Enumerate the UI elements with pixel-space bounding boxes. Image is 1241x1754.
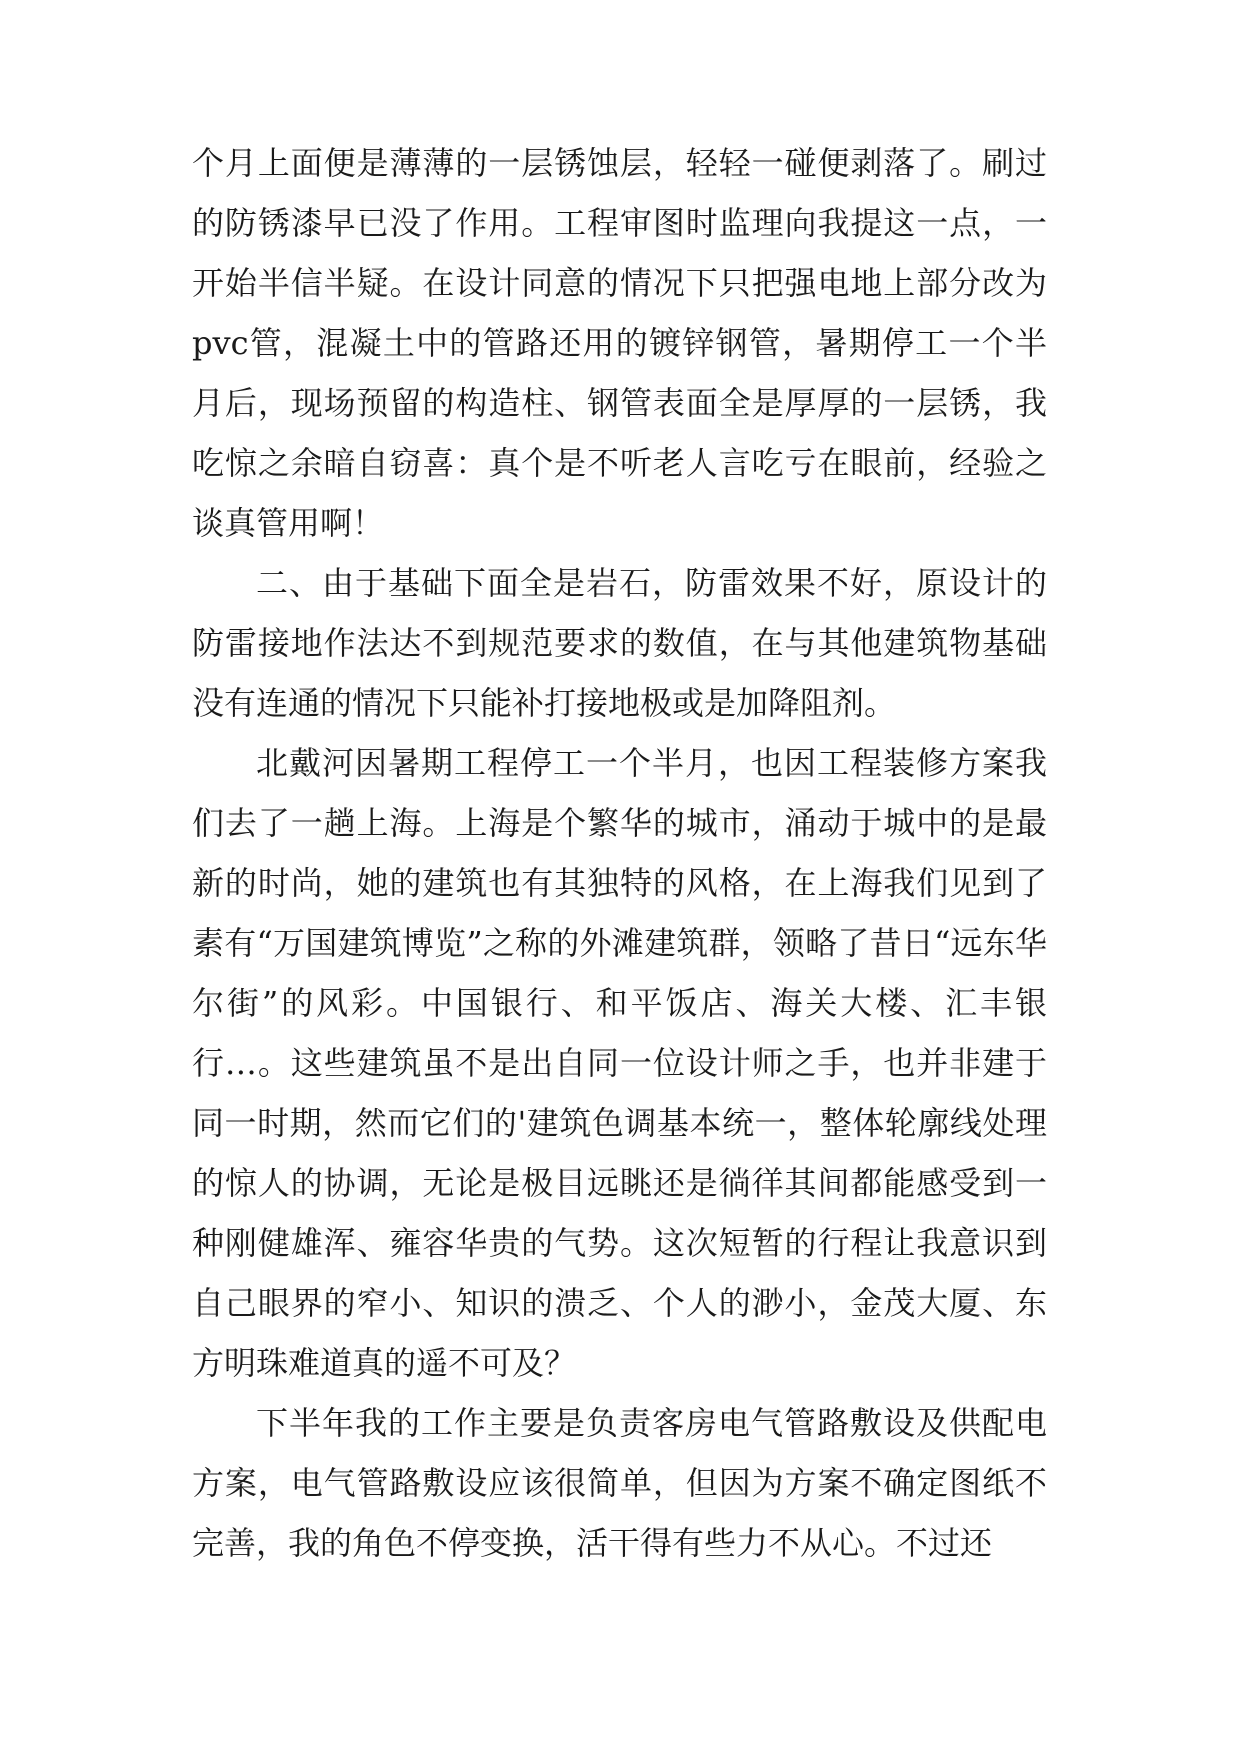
paragraph-shanghai-trip: 北戴河因暑期工程停工一个半月，也因工程装修方案我们去了一趟上海。上海是个繁华的城市，涌动于城中的是最新的时尚，她的建筑也有其独特的风格，在上海我们见到了素有“万国建筑博览”之称的外滩建筑群，领略了昔日“远东华尔街”的风彩。中国银行、和平饭店、海关大楼、汇丰银行…。这些建筑虽不是出自同一位设计师之手，也并非建于同一时期，然而它们的'建筑色调基本统一，整体轮廓线处理的惊人的协调，无论是极目远眺还是徜徉其间都能感受到一种刚健雄浑、雍容华贵的气势。这次短暂的行程让我意识到自己眼界的窄小、知识的溃乏、个人的渺小，金茂大厦、东方明珠难道真的遥不可及？	[192, 744, 1047, 1382]
paragraph-continued: 个月上面便是薄薄的一层锈蚀层，轻轻一碰便剥落了。刷过的防锈漆早已没了作用。工程审图时监理向我提这一点，一开始半信半疑。在设计同意的情况下只把强电地上部分改为pvc管，混凝土中的管路还用的镀锌钢管，暑期停工一个半月后，现场预留的构造柱、钢管表面全是厚厚的一层锈，我吃惊之余暗自窃喜：真个是不听老人言吃亏在眼前，经验之谈真管用啊！	[192, 144, 1047, 542]
paragraph-second-half-work: 下半年我的工作主要是负责客房电气管路敷设及供配电方案，电气管路敷设应该很简单，但因为方案不确定图纸不完善，我的角色不停变换，活干得有些力不从心。不过还	[192, 1404, 1047, 1562]
document-body	[192, 133, 1047, 1573]
paragraph-lightning-grounding: 二、由于基础下面全是岩石，防雷效果不好，原设计的防雷接地作法达不到规范要求的数值，在与其他建筑物基础没有连通的情况下只能补打接地极或是加降阻剂。	[192, 564, 1047, 722]
